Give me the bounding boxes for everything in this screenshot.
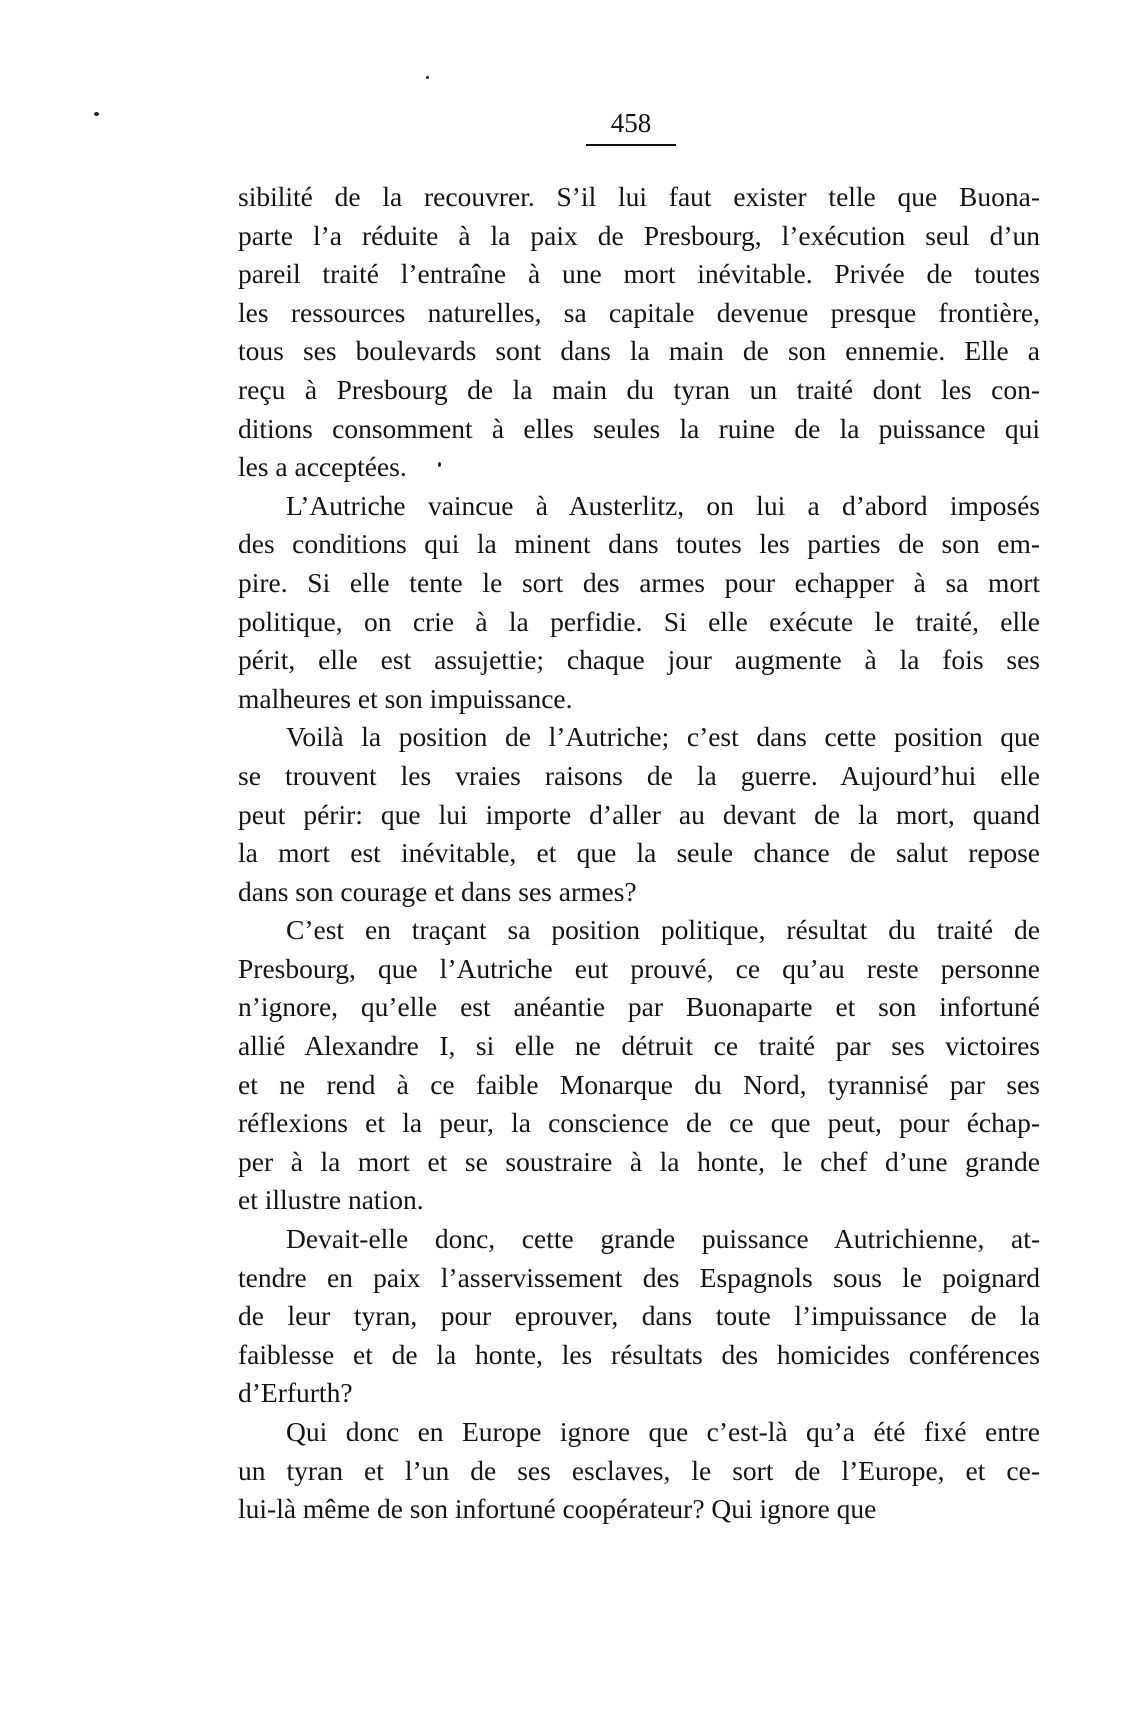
ink-speck bbox=[426, 76, 429, 79]
text-line: Voilà la position de l’Autriche; c’est dans cette position que bbox=[286, 721, 1040, 753]
text-line: ditions consomment à elles seules la ruine de la puissance qui bbox=[238, 412, 1040, 444]
text-line: les a acceptées. bbox=[238, 451, 407, 483]
text-line: et ne rend à ce faible Monarque du Nord, tyrannisé par ses bbox=[238, 1068, 1040, 1100]
text-line: n’ignore, qu’elle est anéantie par Buonaparte et son infortuné bbox=[238, 991, 1040, 1023]
text-line: réflexions et la peur, la conscience de ce que peut, pour échap- bbox=[238, 1107, 1040, 1139]
text-line: allié Alexandre I, si elle ne détruit ce traité par ses victoires bbox=[238, 1030, 1040, 1062]
text-line: per à la mort et se soustraire à la honte, le chef d’une grande bbox=[238, 1145, 1040, 1177]
paragraph bbox=[238, 911, 1040, 1220]
page-number: 458 bbox=[610, 108, 652, 138]
text-line: la mort est inévitable, et que la seule chance de salut repose bbox=[238, 837, 1040, 869]
text-line: politique, on crie à la perfidie. Si elle exécute le traité, elle bbox=[238, 605, 1040, 637]
body-text bbox=[238, 178, 1040, 1529]
text-line: peut périr: que lui importe d’aller au devant de la mort, quand bbox=[238, 798, 1040, 830]
text-line: sibilité de la recouvrer. S’il lui faut exister telle que Buona- bbox=[238, 181, 1040, 212]
text-line: Presbourg, que l’Autriche eut prouvé, ce qu’au reste personne bbox=[238, 952, 1040, 984]
paragraph bbox=[238, 178, 1040, 487]
text-line: de leur tyran, pour eprouver, dans toute l’impuissance de la bbox=[238, 1300, 1040, 1332]
text-line: malheures et son impuissance. bbox=[238, 682, 573, 714]
text-line: périt, elle est assujettie; chaque jour augmente à la fois ses bbox=[238, 644, 1040, 676]
paragraph bbox=[238, 1413, 1040, 1529]
paragraph bbox=[238, 718, 1040, 911]
paragraph bbox=[238, 487, 1040, 719]
text-line: se trouvent les vraies raisons de la guerre. Aujourd’hui elle bbox=[238, 759, 1040, 791]
text-line: parte l’a réduite à la paix de Presbourg, l’exécution seul d’un bbox=[238, 219, 1040, 251]
text-line: pire. Si elle tente le sort des armes pour echapper à sa mort bbox=[238, 566, 1040, 598]
paragraph bbox=[238, 1220, 1040, 1413]
text-line: les ressources naturelles, sa capitale devenue presque frontière, bbox=[238, 296, 1040, 328]
ink-speck bbox=[94, 112, 99, 116]
text-line: Devait-elle donc, cette grande puissance Autrichienne, at- bbox=[286, 1223, 1040, 1255]
text-line: Qui donc en Europe ignore que c’est-là qu’a été fixé entre bbox=[286, 1416, 1040, 1447]
text-line: tendre en paix l’asservissement des Espagnols sous le poignard bbox=[238, 1261, 1040, 1293]
text-line: tous ses boulevards sont dans la main de son ennemie. Elle a bbox=[238, 335, 1040, 367]
text-line: d’Erfurth? bbox=[238, 1377, 353, 1409]
text-line: L’Autriche vaincue à Austerlitz, on lui a d’abord imposés bbox=[286, 489, 1040, 521]
text-line: reçu à Presbourg de la main du tyran un traité dont les con- bbox=[238, 373, 1040, 405]
text-line: des conditions qui la minent dans toutes les parties de son em- bbox=[238, 528, 1040, 560]
text-line: dans son courage et dans ses armes? bbox=[238, 875, 637, 907]
text-line: lui-là même de son infortuné coopérateur? Qui ignore que bbox=[238, 1493, 877, 1525]
text-line: C’est en traçant sa position politique, résultat du traité de bbox=[286, 914, 1040, 946]
text-line: un tyran et l’un de ses esclaves, le sort de l’Europe, et ce- bbox=[238, 1454, 1040, 1486]
text-line: pareil traité l’entraîne à une mort inévitable. Privée de toutes bbox=[238, 258, 1040, 290]
text-line: et illustre nation. bbox=[238, 1184, 424, 1216]
text-line: faiblesse et de la honte, les résultats des homicides conférences bbox=[238, 1338, 1040, 1370]
page-number-rule bbox=[586, 144, 676, 146]
